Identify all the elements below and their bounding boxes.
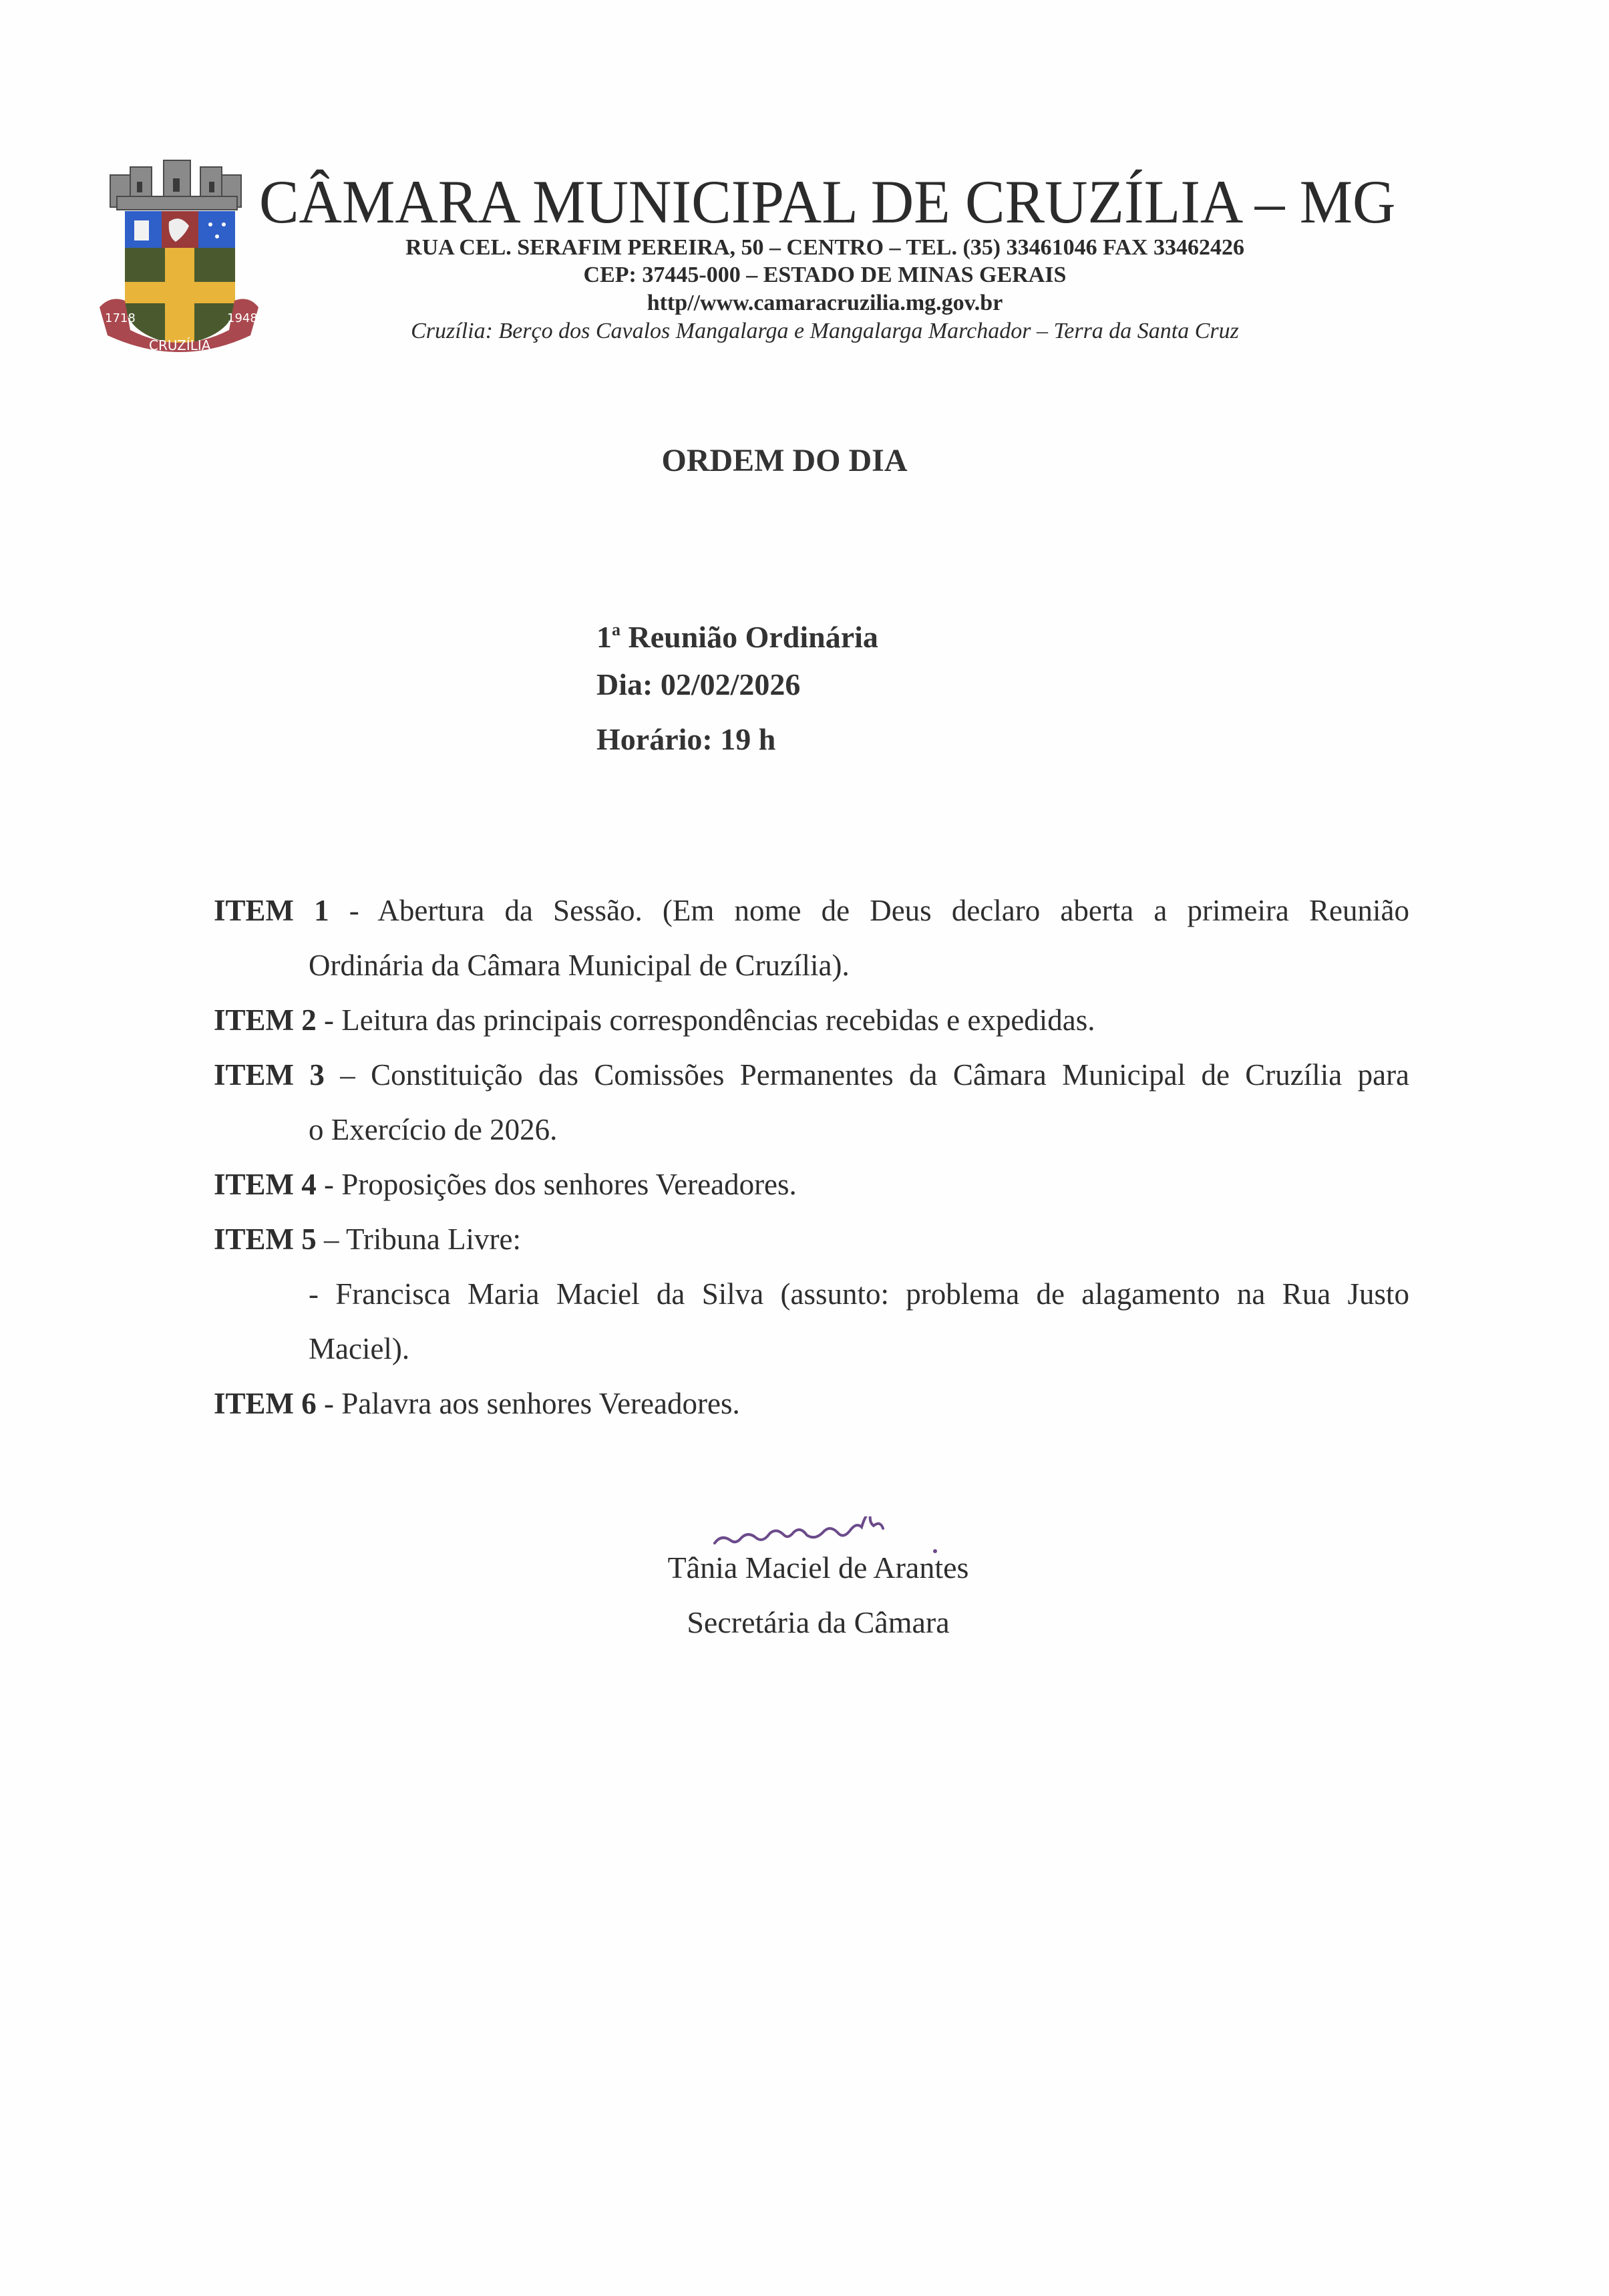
agenda-item-label: ITEM 1	[214, 894, 329, 927]
agenda-item-1: ITEM 1 - Abertura da Sessão. (Em nome de Deus declaro aberta a primeira Reunião	[214, 894, 1409, 927]
crest-year-left: 1718	[105, 311, 136, 325]
agenda-item-text: Abertura da Sessão. (Em nome de Deus declaro aberta a primeira Reunião	[377, 894, 1409, 927]
municipal-crest-icon	[90, 155, 264, 352]
meeting-info	[596, 609, 878, 774]
header-website: http//www.camaracruzilia.mg.gov.br	[647, 291, 1003, 315]
agenda-item-5-speaker-continuation: Maciel).	[309, 1332, 410, 1365]
agenda-item-3: ITEM 3 – Constituição das Comissões Permanentes da Câmara Municipal de Cruzília para	[214, 1058, 1410, 1092]
agenda-list	[214, 883, 1409, 1431]
agenda-item-label: ITEM 5	[214, 1222, 317, 1256]
agenda-item-text: Constituição das Comissões Permanentes da Câmara Municipal de Cruzília para	[371, 1058, 1410, 1092]
agenda-item-3-continuation: o Exercício de 2026.	[309, 1113, 558, 1146]
agenda-item-text: Palavra aos senhores Vereadores.	[341, 1387, 740, 1420]
agenda-item-2: ITEM 2 - Leitura das principais correspondências recebidas e expedidas.	[214, 1003, 1095, 1037]
header-cep: CEP: 37445-000 – ESTADO DE MINAS GERAIS	[583, 263, 1067, 287]
agenda-item-label: ITEM 3	[214, 1058, 325, 1092]
agenda-item-text: Proposições dos senhores Vereadores.	[341, 1168, 797, 1201]
agenda-item-6: ITEM 6 - Palavra aos senhores Vereadores.	[214, 1387, 740, 1420]
meeting-name	[596, 609, 878, 664]
document-title-wrap	[0, 442, 1609, 479]
agenda-item-label: ITEM 2	[214, 1003, 317, 1037]
agenda-item-label: ITEM 4	[214, 1168, 317, 1201]
agenda-item-text: Tribuna Livre:	[345, 1222, 522, 1256]
agenda-item-text: Leitura das principais correspondências recebidas e expedidas.	[341, 1003, 1095, 1037]
meeting-name-text: Reunião Ordinária	[620, 620, 878, 654]
institution-title: CÂMARA MUNICIPAL DE CRUZÍLIA – MG	[259, 168, 1396, 236]
meeting-time: Horário: 19 h	[596, 722, 776, 756]
agenda-item-4: ITEM 4 - Proposições dos senhores Vereadores.	[214, 1168, 797, 1201]
signatory-role: Secretária da Câmara	[687, 1605, 950, 1639]
meeting-date: Dia: 02/02/2026	[596, 667, 801, 701]
crest-year-right: 1948	[227, 311, 258, 325]
agenda-item-1-continuation: Ordinária da Câmara Municipal de Cruzília).	[309, 949, 850, 982]
document-title: ORDEM DO DIA	[661, 443, 908, 478]
meeting-ordinal: a	[612, 620, 620, 639]
agenda-item-label: ITEM 6	[214, 1387, 317, 1420]
header-address: RUA CEL. SERAFIM PEREIRA, 50 – CENTRO – TEL. (35) 33461046 FAX 33462426	[405, 235, 1244, 260]
crest-ribbon-text: CRUZÍLIA	[149, 337, 211, 352]
header-motto: Cruzília: Berço dos Cavalos Mangalarga e Mangalarga Marchador – Terra da Santa Cruz	[411, 319, 1239, 343]
meeting-number: 1	[596, 620, 612, 654]
signatory-name: Tânia Maciel de Arantes	[667, 1550, 969, 1585]
agenda-item-5: ITEM 5 – Tribuna Livre:	[214, 1222, 522, 1256]
agenda-item-5-speaker: - Francisca Maria Maciel da Silva (assunto: problema de alagamento na Rua Justo	[309, 1277, 1409, 1311]
